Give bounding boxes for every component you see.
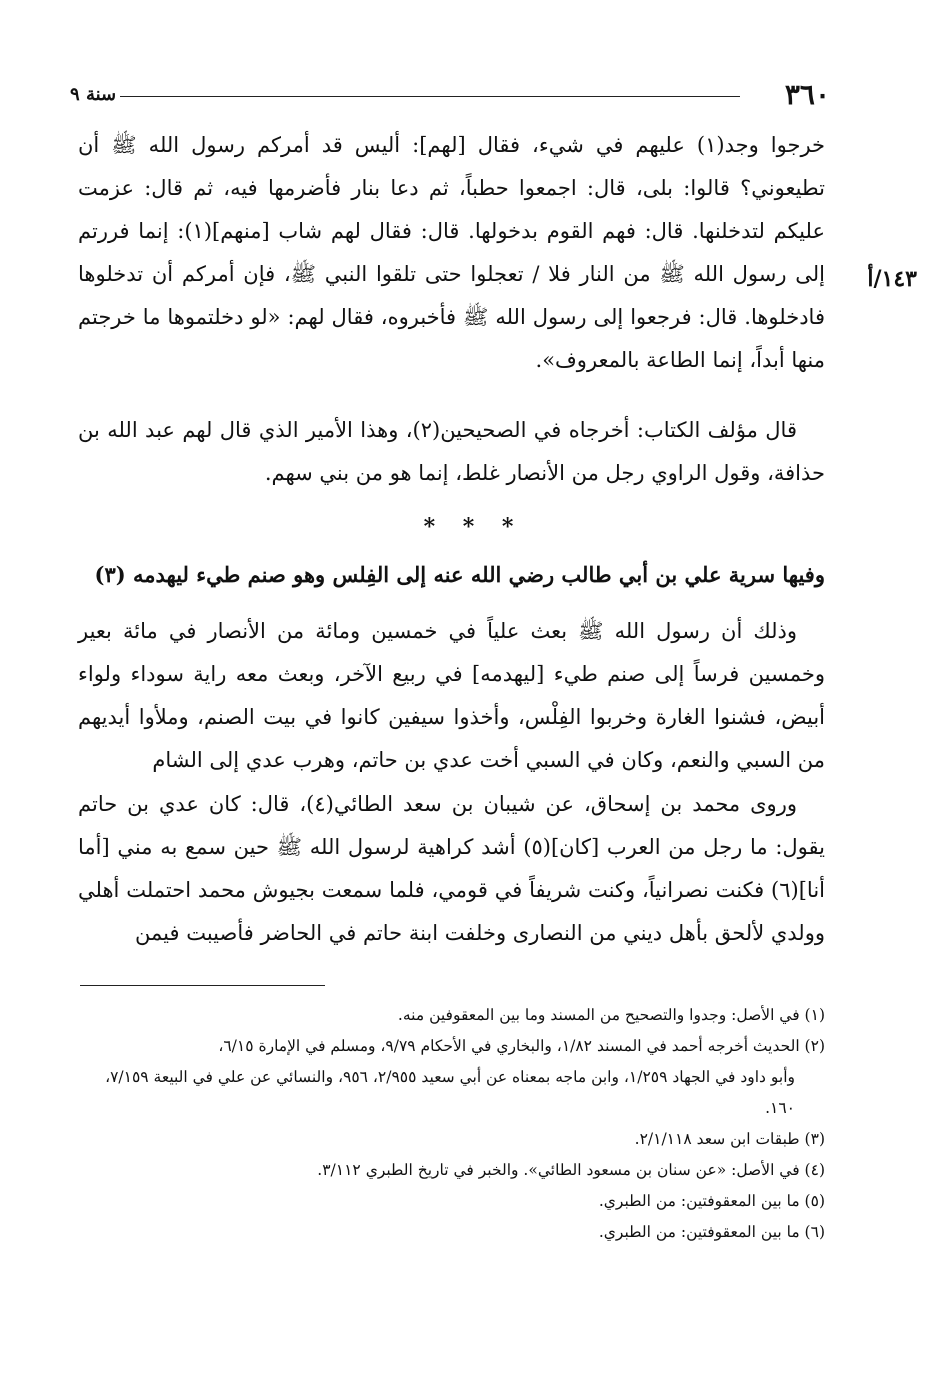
footnote-2: (٢) الحديث أخرجه أحمد في المسند ١/٨٢، والبخاري في الأحكام ٩/٧٩، ومسلم في الإمارة ٦/١٥،	[218, 1037, 825, 1055]
header-rule	[120, 96, 740, 97]
paragraph-3-text: وذلك أن رسول الله ﷺ بعث علياً في خمسين ومائة من الأنصار في مائة بعير وخمسين فرساً إلى صنم طيء [ليهدمه] في ربيع الآخر، وبعث معه راية سوداء ولواء أبيض، فشنوا الغارة وخربوا الفِلْس، وأخذوا سيفين كانوا في بيت الصنم، وملأوا أيديهم من السبي والنعم، وكان في السبي أخت عدي بن حاتم، وهرب عدي إلى الشام	[78, 619, 825, 772]
page-header	[70, 78, 830, 111]
paragraph-2-text: قال مؤلف الكتاب: أخرجاه في الصحيحين(٢)، وهذا الأمير الذي قال لهم عبد الله بن حذافة، وقول الراوي رجل من الأنصار غلط، إنما هو من بني سهم.	[78, 418, 825, 485]
paragraph-4-text: وروى محمد بن إسحاق، عن شيبان بن سعد الطائي(٤)، قال: كان عدي بن حاتم يقول: ما رجل من العرب [كان](٥) أشد كراهية لرسول الله ﷺ حين سمع به مني [أما أنا](٦) فكنت نصرانياً، وكنت شريفاً في قومي، فلما سمعت بجيوش محمد احتملت أهلي وولدي لألحق بأهل ديني من النصارى وخلفت ابنة حاتم في الحاضر فأصيبت فيمن	[78, 792, 825, 945]
paragraph-2	[78, 409, 825, 495]
footnote-3: (٣) طبقات ابن سعد ٢/١/١١٨.	[634, 1130, 825, 1148]
footnote-rule	[80, 985, 325, 986]
section-heading: وفيها سرية علي بن أبي طالب رضي الله عنه إلى الفِلس وهو صنم طيء ليهدمه (٣)	[94, 562, 825, 587]
paragraph-1: خرجوا وجد(١) عليهم في شيء، فقال [لهم]: أليس قد أمركم رسول الله ﷺ أن تطيعوني؟ قالوا: بلى، قال: اجمعوا حطباً، ثم دعا بنار فأضرمها فيه، ثم قال: عزمت عليكم لتدخلنها. قال: فهم القوم بدخولها. قال: فقال لهم شاب [منهم](١): إنما فررتم إلى رسول الله ﷺ من النار فلا / تعجلوا حتى تلقوا النبي ﷺ، فإن أمركم أن تدخلوها فادخلوها. قال: فرجعوا إلى رسول الله ﷺ فأخبروه، فقال لهم: «لو دخلتموها ما خرجتم منها أبداً، إنما الطاعة بالمعروف».	[78, 133, 826, 372]
footnote-2-continued: وأبو داود في الجهاد ١/٢٥٩، وابن ماجه بمعناه عن أبي سعيد ٢/٩٥٥، ٩٥٦، والنسائي عن علي في البيعة ٧/١٥٩، ١٦٠.	[105, 1068, 795, 1117]
margin-folio-note: ١٤٣/أ	[867, 266, 917, 292]
footnote-1: (١) في الأصل: وجدوا والتصحيح من المسند وما بين المعقوفين منه.	[397, 1006, 825, 1024]
paragraph-4	[78, 783, 825, 955]
footnote-4: (٤) في الأصل: «عن سنان بن مسعود الطائي». والخبر في تاريخ الطبري ٣/١١٢.	[317, 1161, 825, 1179]
year-label: سنة ٩	[70, 84, 117, 105]
footnote-5: (٥) ما بين المعقوفتين: من الطبري.	[598, 1192, 825, 1210]
section-separator: * * *	[423, 514, 524, 540]
footnotes	[78, 1000, 825, 1248]
paragraph-3	[78, 610, 825, 782]
page-number: ٣٦٠	[784, 78, 830, 111]
footnote-6: (٦) ما بين المعقوفتين: من الطبري.	[598, 1223, 825, 1241]
